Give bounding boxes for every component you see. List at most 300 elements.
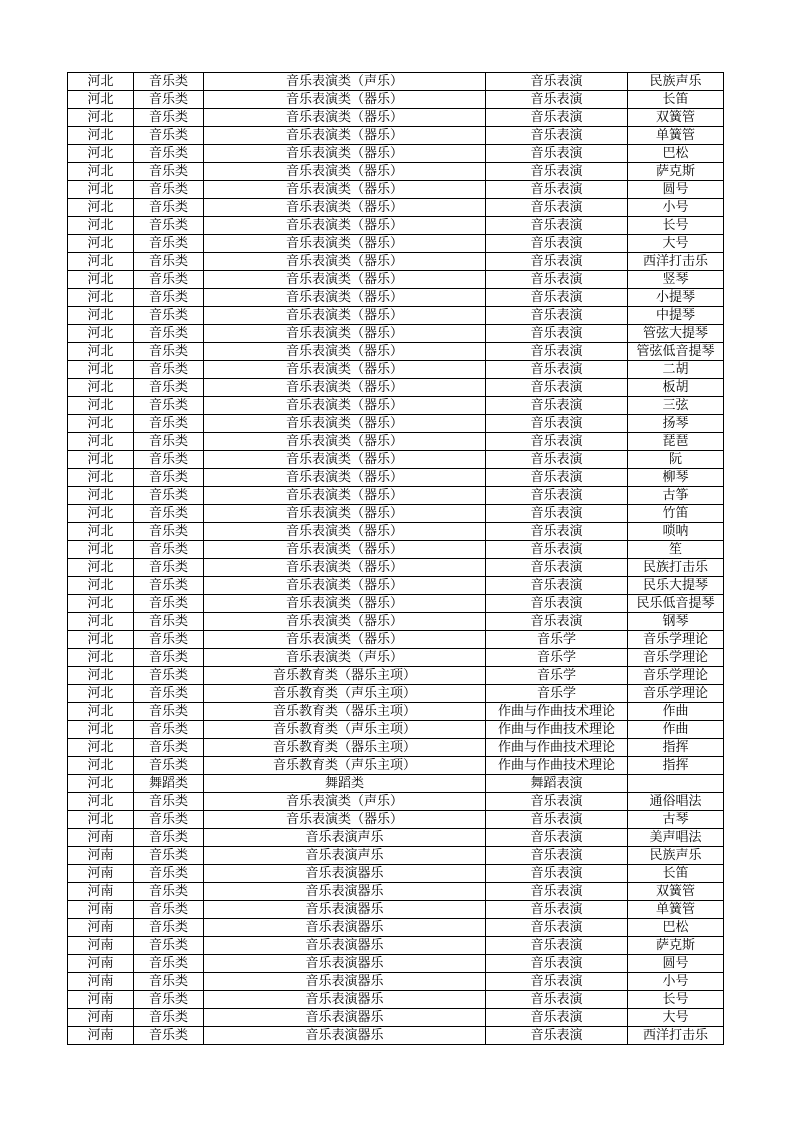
table-row	[68, 847, 724, 865]
category-cell: 音乐类	[134, 307, 204, 325]
exam-type-cell: 音乐表演器乐	[204, 1009, 486, 1027]
table-row	[68, 397, 724, 415]
table-row	[68, 91, 724, 109]
direction-cell: 长笛	[628, 91, 724, 109]
exam-type-cell: 音乐表演器乐	[204, 937, 486, 955]
table-row	[68, 145, 724, 163]
major-cell: 音乐表演	[486, 811, 628, 829]
major-cell: 音乐表演	[486, 307, 628, 325]
exam-type-cell: 音乐表演类（器乐）	[204, 235, 486, 253]
province-cell: 河南	[68, 937, 134, 955]
major-cell: 作曲与作曲技术理论	[486, 703, 628, 721]
exam-type-cell: 音乐表演器乐	[204, 919, 486, 937]
exam-type-cell: 音乐表演类（器乐）	[204, 109, 486, 127]
major-cell: 音乐表演	[486, 1027, 628, 1045]
direction-cell: 板胡	[628, 379, 724, 397]
table-row	[68, 541, 724, 559]
direction-cell: 柳琴	[628, 469, 724, 487]
category-cell: 音乐类	[134, 523, 204, 541]
province-cell: 河北	[68, 685, 134, 703]
table-row	[68, 703, 724, 721]
province-cell: 河南	[68, 901, 134, 919]
admissions-table	[67, 72, 724, 1045]
table-row	[68, 361, 724, 379]
exam-type-cell: 音乐表演类（器乐）	[204, 127, 486, 145]
category-cell: 音乐类	[134, 739, 204, 757]
direction-cell: 指挥	[628, 739, 724, 757]
major-cell: 音乐表演	[486, 217, 628, 235]
table-row	[68, 919, 724, 937]
category-cell: 音乐类	[134, 865, 204, 883]
major-cell: 音乐表演	[486, 91, 628, 109]
direction-cell: 古琴	[628, 811, 724, 829]
exam-type-cell: 音乐表演类（器乐）	[204, 325, 486, 343]
table-row	[68, 739, 724, 757]
table-row	[68, 973, 724, 991]
major-cell: 音乐表演	[486, 919, 628, 937]
province-cell: 河北	[68, 577, 134, 595]
table-row	[68, 307, 724, 325]
table-row	[68, 469, 724, 487]
direction-cell: 双簧管	[628, 883, 724, 901]
category-cell: 音乐类	[134, 91, 204, 109]
category-cell: 音乐类	[134, 919, 204, 937]
province-cell: 河北	[68, 91, 134, 109]
table-row	[68, 433, 724, 451]
major-cell: 音乐表演	[486, 973, 628, 991]
province-cell: 河北	[68, 163, 134, 181]
category-cell: 音乐类	[134, 379, 204, 397]
major-cell: 音乐学	[486, 649, 628, 667]
major-cell: 音乐学	[486, 667, 628, 685]
province-cell: 河南	[68, 919, 134, 937]
table-row	[68, 343, 724, 361]
direction-cell: 小提琴	[628, 289, 724, 307]
category-cell: 音乐类	[134, 487, 204, 505]
category-cell: 音乐类	[134, 685, 204, 703]
province-cell: 河北	[68, 541, 134, 559]
table-row	[68, 757, 724, 775]
major-cell: 音乐表演	[486, 847, 628, 865]
province-cell: 河北	[68, 811, 134, 829]
table-row	[68, 217, 724, 235]
major-cell: 作曲与作曲技术理论	[486, 757, 628, 775]
major-cell: 音乐表演	[486, 199, 628, 217]
direction-cell: 小号	[628, 973, 724, 991]
category-cell: 音乐类	[134, 415, 204, 433]
province-cell: 河北	[68, 703, 134, 721]
major-cell: 音乐表演	[486, 397, 628, 415]
direction-cell: 作曲	[628, 721, 724, 739]
province-cell: 河北	[68, 397, 134, 415]
category-cell: 音乐类	[134, 1009, 204, 1027]
exam-type-cell: 音乐表演器乐	[204, 955, 486, 973]
major-cell: 音乐表演	[486, 613, 628, 631]
direction-cell: 管弦大提琴	[628, 325, 724, 343]
table-row	[68, 631, 724, 649]
table-row	[68, 253, 724, 271]
category-cell: 音乐类	[134, 217, 204, 235]
province-cell: 河北	[68, 757, 134, 775]
major-cell: 音乐表演	[486, 451, 628, 469]
table-row	[68, 199, 724, 217]
province-cell: 河南	[68, 955, 134, 973]
major-cell: 音乐表演	[486, 379, 628, 397]
table-row	[68, 181, 724, 199]
table-row	[68, 577, 724, 595]
exam-type-cell: 音乐表演器乐	[204, 991, 486, 1009]
major-cell: 音乐表演	[486, 541, 628, 559]
table-row	[68, 379, 724, 397]
major-cell: 音乐表演	[486, 163, 628, 181]
category-cell: 音乐类	[134, 847, 204, 865]
table-row	[68, 955, 724, 973]
direction-cell: 古筝	[628, 487, 724, 505]
major-cell: 音乐表演	[486, 109, 628, 127]
province-cell: 河北	[68, 469, 134, 487]
province-cell: 河北	[68, 631, 134, 649]
category-cell: 音乐类	[134, 163, 204, 181]
direction-cell: 二胡	[628, 361, 724, 379]
province-cell: 河南	[68, 829, 134, 847]
category-cell: 音乐类	[134, 199, 204, 217]
category-cell: 音乐类	[134, 451, 204, 469]
major-cell: 音乐表演	[486, 937, 628, 955]
province-cell: 河北	[68, 325, 134, 343]
province-cell: 河北	[68, 667, 134, 685]
province-cell: 河北	[68, 289, 134, 307]
exam-type-cell: 音乐表演器乐	[204, 973, 486, 991]
direction-cell: 圆号	[628, 181, 724, 199]
province-cell: 河南	[68, 847, 134, 865]
category-cell: 音乐类	[134, 613, 204, 631]
table-row	[68, 883, 724, 901]
direction-cell: 双簧管	[628, 109, 724, 127]
direction-cell: 笙	[628, 541, 724, 559]
province-cell: 河南	[68, 1009, 134, 1027]
major-cell: 音乐表演	[486, 289, 628, 307]
province-cell: 河北	[68, 595, 134, 613]
exam-type-cell: 音乐表演类（器乐）	[204, 631, 486, 649]
exam-type-cell: 音乐表演类（器乐）	[204, 541, 486, 559]
exam-type-cell: 音乐表演类（器乐）	[204, 217, 486, 235]
category-cell: 音乐类	[134, 793, 204, 811]
exam-type-cell: 音乐表演类（声乐）	[204, 793, 486, 811]
table-row	[68, 235, 724, 253]
direction-cell: 作曲	[628, 703, 724, 721]
table-row	[68, 1027, 724, 1045]
major-cell: 舞蹈表演	[486, 775, 628, 793]
direction-cell: 民族声乐	[628, 73, 724, 91]
exam-type-cell: 音乐教育类（声乐主项）	[204, 685, 486, 703]
table-row	[68, 523, 724, 541]
province-cell: 河南	[68, 973, 134, 991]
direction-cell: 三弦	[628, 397, 724, 415]
province-cell: 河北	[68, 271, 134, 289]
category-cell: 音乐类	[134, 325, 204, 343]
exam-type-cell: 音乐表演类（器乐）	[204, 487, 486, 505]
category-cell: 音乐类	[134, 937, 204, 955]
province-cell: 河北	[68, 487, 134, 505]
direction-cell: 大号	[628, 235, 724, 253]
direction-cell: 圆号	[628, 955, 724, 973]
exam-type-cell: 音乐表演声乐	[204, 847, 486, 865]
category-cell: 音乐类	[134, 541, 204, 559]
direction-cell: 中提琴	[628, 307, 724, 325]
table-row	[68, 793, 724, 811]
exam-type-cell: 音乐表演器乐	[204, 901, 486, 919]
category-cell: 音乐类	[134, 235, 204, 253]
table-row	[68, 865, 724, 883]
table-row	[68, 487, 724, 505]
major-cell: 音乐表演	[486, 253, 628, 271]
exam-type-cell: 音乐表演类（器乐）	[204, 415, 486, 433]
category-cell: 音乐类	[134, 469, 204, 487]
table-row	[68, 451, 724, 469]
province-cell: 河北	[68, 739, 134, 757]
exam-type-cell: 音乐教育类（声乐主项）	[204, 721, 486, 739]
direction-cell: 指挥	[628, 757, 724, 775]
exam-type-cell: 音乐表演类（器乐）	[204, 199, 486, 217]
exam-type-cell: 音乐表演器乐	[204, 1027, 486, 1045]
exam-type-cell: 音乐表演类（器乐）	[204, 469, 486, 487]
table-row	[68, 613, 724, 631]
major-cell: 音乐表演	[486, 271, 628, 289]
province-cell: 河北	[68, 235, 134, 253]
major-cell: 音乐表演	[486, 235, 628, 253]
table-body	[68, 73, 724, 1045]
category-cell: 音乐类	[134, 559, 204, 577]
province-cell: 河南	[68, 883, 134, 901]
direction-cell: 长号	[628, 991, 724, 1009]
major-cell: 音乐表演	[486, 1009, 628, 1027]
province-cell: 河北	[68, 73, 134, 91]
province-cell: 河南	[68, 1027, 134, 1045]
category-cell: 音乐类	[134, 343, 204, 361]
category-cell: 音乐类	[134, 649, 204, 667]
category-cell: 音乐类	[134, 181, 204, 199]
exam-type-cell: 音乐表演类（器乐）	[204, 523, 486, 541]
direction-cell: 小号	[628, 199, 724, 217]
category-cell: 音乐类	[134, 127, 204, 145]
exam-type-cell: 音乐表演类（器乐）	[204, 361, 486, 379]
major-cell: 音乐表演	[486, 865, 628, 883]
exam-type-cell: 音乐表演类（器乐）	[204, 271, 486, 289]
table-row	[68, 109, 724, 127]
direction-cell: 唢呐	[628, 523, 724, 541]
exam-type-cell: 音乐表演类（声乐）	[204, 73, 486, 91]
direction-cell: 民乐大提琴	[628, 577, 724, 595]
province-cell: 河南	[68, 991, 134, 1009]
province-cell: 河北	[68, 361, 134, 379]
table-row	[68, 559, 724, 577]
exam-type-cell: 音乐表演类（器乐）	[204, 181, 486, 199]
direction-cell: 长号	[628, 217, 724, 235]
major-cell: 音乐表演	[486, 415, 628, 433]
table-row	[68, 685, 724, 703]
major-cell: 音乐表演	[486, 361, 628, 379]
table-row	[68, 415, 724, 433]
province-cell: 河北	[68, 181, 134, 199]
category-cell: 舞蹈类	[134, 775, 204, 793]
exam-type-cell: 音乐教育类（声乐主项）	[204, 757, 486, 775]
major-cell: 音乐学	[486, 631, 628, 649]
direction-cell: 民族打击乐	[628, 559, 724, 577]
direction-cell: 通俗唱法	[628, 793, 724, 811]
table-row	[68, 325, 724, 343]
category-cell: 音乐类	[134, 757, 204, 775]
major-cell: 音乐表演	[486, 595, 628, 613]
province-cell: 河北	[68, 613, 134, 631]
exam-type-cell: 音乐表演器乐	[204, 865, 486, 883]
major-cell: 音乐表演	[486, 505, 628, 523]
table-row	[68, 937, 724, 955]
province-cell: 河北	[68, 433, 134, 451]
major-cell: 音乐表演	[486, 433, 628, 451]
exam-type-cell: 音乐表演类（器乐）	[204, 307, 486, 325]
category-cell: 音乐类	[134, 289, 204, 307]
province-cell: 河北	[68, 505, 134, 523]
category-cell: 音乐类	[134, 829, 204, 847]
province-cell: 河北	[68, 343, 134, 361]
major-cell: 音乐表演	[486, 343, 628, 361]
major-cell: 音乐表演	[486, 955, 628, 973]
category-cell: 音乐类	[134, 955, 204, 973]
direction-cell: 钢琴	[628, 613, 724, 631]
exam-type-cell: 音乐表演声乐	[204, 829, 486, 847]
table-row	[68, 829, 724, 847]
major-cell: 音乐表演	[486, 325, 628, 343]
direction-cell: 音乐学理论	[628, 631, 724, 649]
direction-cell: 巴松	[628, 145, 724, 163]
province-cell: 河北	[68, 793, 134, 811]
direction-cell: 美声唱法	[628, 829, 724, 847]
province-cell: 河北	[68, 775, 134, 793]
table-row	[68, 991, 724, 1009]
major-cell: 音乐表演	[486, 469, 628, 487]
table-row	[68, 667, 724, 685]
exam-type-cell: 舞蹈类	[204, 775, 486, 793]
category-cell: 音乐类	[134, 361, 204, 379]
table-row	[68, 163, 724, 181]
major-cell: 作曲与作曲技术理论	[486, 739, 628, 757]
exam-type-cell: 音乐表演类（器乐）	[204, 163, 486, 181]
exam-type-cell: 音乐教育类（器乐主项）	[204, 739, 486, 757]
direction-cell: 竹笛	[628, 505, 724, 523]
direction-cell: 音乐学理论	[628, 685, 724, 703]
exam-type-cell: 音乐表演类（器乐）	[204, 451, 486, 469]
province-cell: 河北	[68, 721, 134, 739]
major-cell: 音乐学	[486, 685, 628, 703]
category-cell: 音乐类	[134, 577, 204, 595]
major-cell: 音乐表演	[486, 73, 628, 91]
category-cell: 音乐类	[134, 109, 204, 127]
table-row	[68, 901, 724, 919]
category-cell: 音乐类	[134, 703, 204, 721]
exam-type-cell: 音乐表演类（器乐）	[204, 559, 486, 577]
direction-cell: 民族声乐	[628, 847, 724, 865]
province-cell: 河北	[68, 217, 134, 235]
category-cell: 音乐类	[134, 271, 204, 289]
direction-cell: 琵琶	[628, 433, 724, 451]
direction-cell: 萨克斯	[628, 163, 724, 181]
category-cell: 音乐类	[134, 397, 204, 415]
major-cell: 音乐表演	[486, 181, 628, 199]
direction-cell: 阮	[628, 451, 724, 469]
exam-type-cell: 音乐表演类（器乐）	[204, 343, 486, 361]
major-cell: 作曲与作曲技术理论	[486, 721, 628, 739]
province-cell: 河北	[68, 451, 134, 469]
major-cell: 音乐表演	[486, 127, 628, 145]
exam-type-cell: 音乐教育类（器乐主项）	[204, 667, 486, 685]
major-cell: 音乐表演	[486, 793, 628, 811]
direction-cell: 西洋打击乐	[628, 1027, 724, 1045]
exam-type-cell: 音乐表演器乐	[204, 883, 486, 901]
exam-type-cell: 音乐教育类（器乐主项）	[204, 703, 486, 721]
province-cell: 河北	[68, 145, 134, 163]
direction-cell: 管弦低音提琴	[628, 343, 724, 361]
major-cell: 音乐表演	[486, 145, 628, 163]
exam-type-cell: 音乐表演类（声乐）	[204, 649, 486, 667]
province-cell: 河北	[68, 379, 134, 397]
major-cell: 音乐表演	[486, 487, 628, 505]
province-cell: 河北	[68, 523, 134, 541]
category-cell: 音乐类	[134, 145, 204, 163]
major-cell: 音乐表演	[486, 991, 628, 1009]
table-row	[68, 721, 724, 739]
major-cell: 音乐表演	[486, 523, 628, 541]
category-cell: 音乐类	[134, 631, 204, 649]
direction-cell: 民乐低音提琴	[628, 595, 724, 613]
table-row	[68, 1009, 724, 1027]
exam-type-cell: 音乐表演类（器乐）	[204, 613, 486, 631]
category-cell: 音乐类	[134, 433, 204, 451]
major-cell: 音乐表演	[486, 577, 628, 595]
category-cell: 音乐类	[134, 595, 204, 613]
category-cell: 音乐类	[134, 811, 204, 829]
exam-type-cell: 音乐表演类（器乐）	[204, 595, 486, 613]
table-row	[68, 127, 724, 145]
exam-type-cell: 音乐表演类（器乐）	[204, 145, 486, 163]
category-cell: 音乐类	[134, 901, 204, 919]
exam-type-cell: 音乐表演类（器乐）	[204, 91, 486, 109]
direction-cell: 扬琴	[628, 415, 724, 433]
exam-type-cell: 音乐表演类（器乐）	[204, 379, 486, 397]
table-row	[68, 775, 724, 793]
table-row	[68, 271, 724, 289]
major-cell: 音乐表演	[486, 901, 628, 919]
category-cell: 音乐类	[134, 505, 204, 523]
table-row	[68, 649, 724, 667]
exam-type-cell: 音乐表演类（器乐）	[204, 433, 486, 451]
table-row	[68, 505, 724, 523]
direction-cell: 音乐学理论	[628, 667, 724, 685]
province-cell: 河北	[68, 649, 134, 667]
exam-type-cell: 音乐表演类（器乐）	[204, 397, 486, 415]
category-cell: 音乐类	[134, 721, 204, 739]
major-cell: 音乐表演	[486, 829, 628, 847]
exam-type-cell: 音乐表演类（器乐）	[204, 253, 486, 271]
category-cell: 音乐类	[134, 253, 204, 271]
direction-cell: 萨克斯	[628, 937, 724, 955]
table-row	[68, 811, 724, 829]
exam-type-cell: 音乐表演类（器乐）	[204, 289, 486, 307]
direction-cell: 单簧管	[628, 127, 724, 145]
direction-cell: 单簧管	[628, 901, 724, 919]
category-cell: 音乐类	[134, 991, 204, 1009]
major-cell: 音乐表演	[486, 559, 628, 577]
direction-cell	[628, 775, 724, 793]
